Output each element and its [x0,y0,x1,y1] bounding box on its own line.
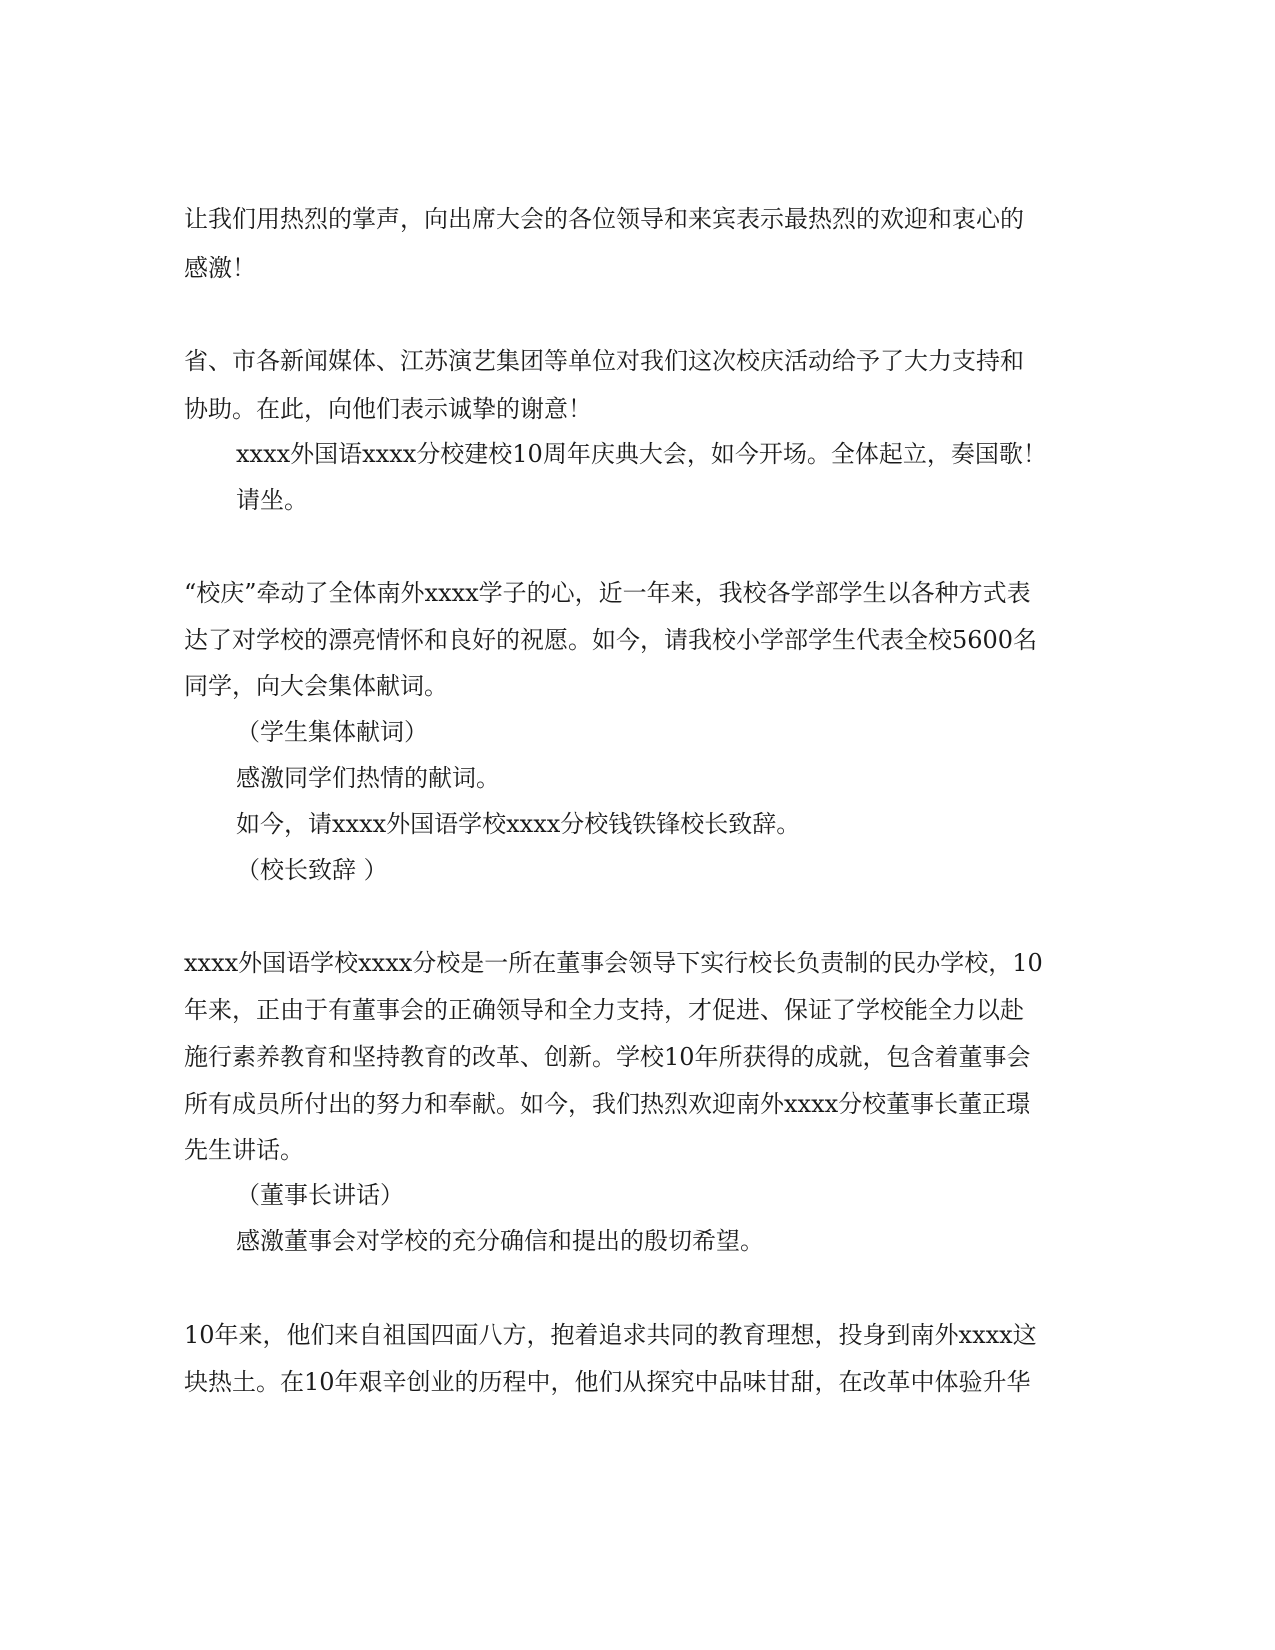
text-line: 先生讲话。 [184,1136,304,1164]
text-line: 让我们用热烈的掌声，向出席大会的各位领导和来宾表示最热烈的欢迎和衷心的 [184,205,1024,233]
text-line: 同学，向大会集体献词。 [184,672,448,700]
text-line: 块热土。在10年艰辛创业的历程中，他们从探究中品味甘甜，在改革中体验升华 [184,1368,1031,1396]
text-line: 10年来，他们来自祖国四面八方，抱着追求共同的教育理想，投身到南外xxxx这 [184,1321,1037,1349]
text-line: 如今，请xxxx外国语学校xxxx分校钱铁锋校长致辞。 [236,810,801,838]
text-line: （校长致辞 ） [236,856,388,884]
text-line: 请坐。 [236,486,308,514]
text-line: 协助。在此，向他们表示诚挚的谢意！ [184,395,592,423]
text-line: （董事长讲话） [236,1181,404,1209]
text-line: xxxx外国语学校xxxx分校是一所在董事会领导下实行校长负责制的民办学校，10 [184,949,1043,977]
text-line: 感激董事会对学校的充分确信和提出的殷切希望。 [236,1227,764,1255]
text-line: “校庆”牵动了全体南外xxxx学子的心，近一年来，我校各学部学生以各种方式表 [184,579,1031,607]
text-line: 年来，正由于有董事会的正确领导和全力支持，才促进、保证了学校能全力以赴 [184,996,1024,1024]
text-line: （学生集体献词） [236,718,428,746]
text-line: 施行素养教育和坚持教育的改革、创新。学校10年所获得的成就，包含着董事会 [184,1043,1031,1071]
text-line: xxxx外国语xxxx分校建校10周年庆典大会，如今开场。全体起立，奏国歌！ [236,440,1047,468]
text-line: 所有成员所付出的努力和奉献。如今，我们热烈欢迎南外xxxx分校董事长董正璟 [184,1090,1031,1118]
text-line: 感激！ [184,254,256,282]
text-line: 省、市各新闻媒体、江苏演艺集团等单位对我们这次校庆活动给予了大力支持和 [184,347,1024,375]
text-line: 感激同学们热情的献词。 [236,764,500,792]
text-line: 达了对学校的漂亮情怀和良好的祝愿。如今，请我校小学部学生代表全校5600名 [184,626,1038,654]
